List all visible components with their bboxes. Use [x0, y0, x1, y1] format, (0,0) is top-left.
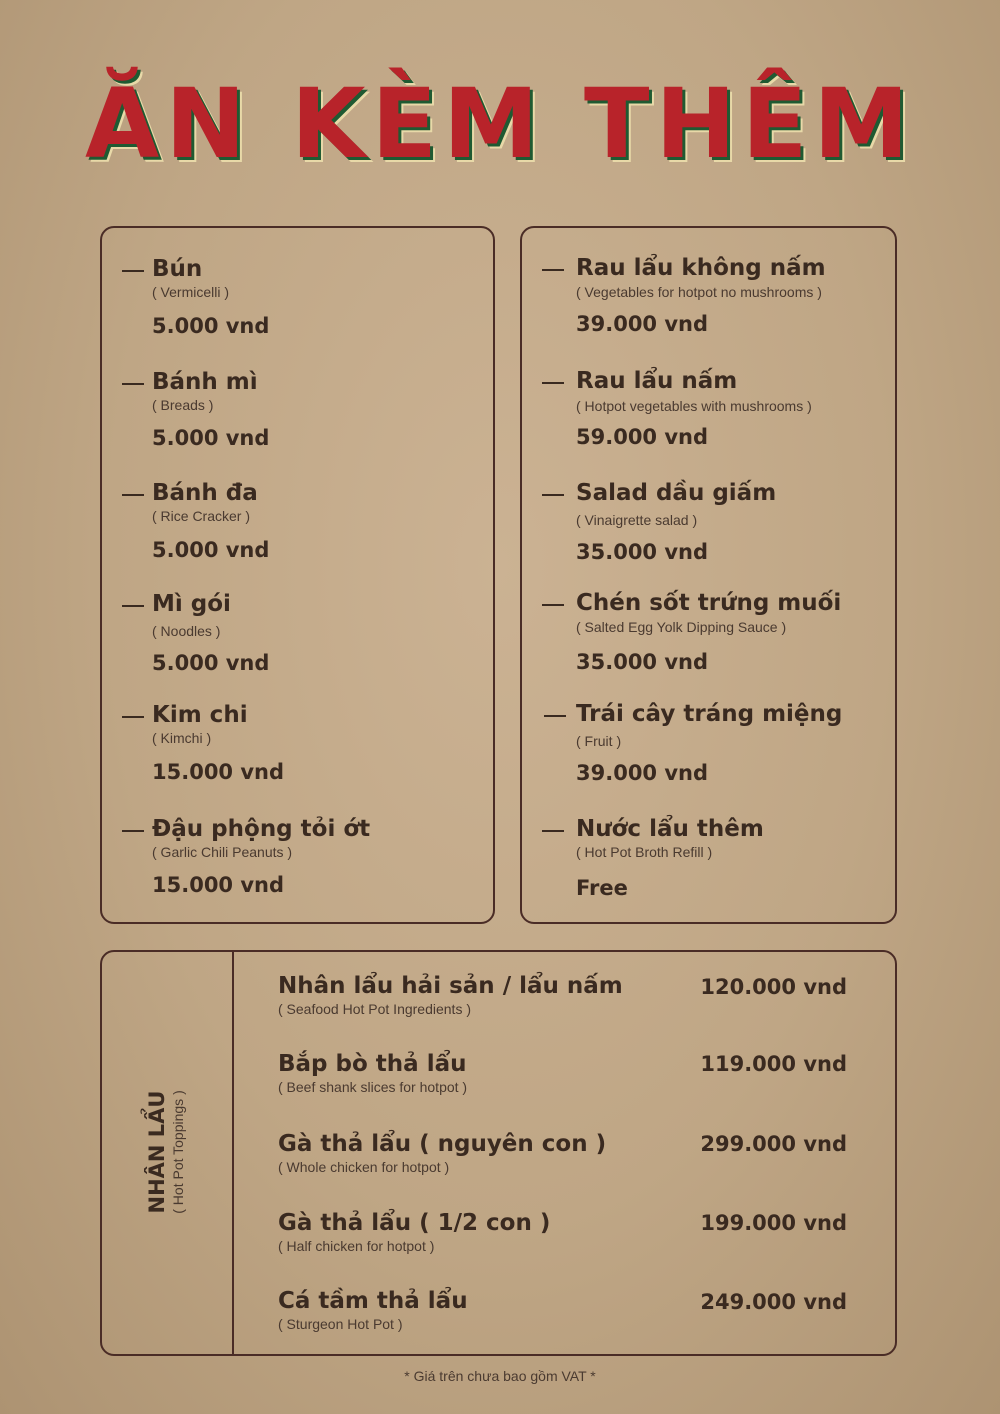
item-english: ( Noodles ) [152, 623, 221, 639]
topping-name: Bắp bò thả lẩu [278, 1051, 467, 1077]
table-row [278, 1210, 550, 1254]
item-english: ( Hot Pot Broth Refill ) [576, 844, 713, 860]
item-english: ( Vinaigrette salad ) [576, 512, 698, 528]
item-english: ( Kimchi ) [152, 730, 212, 746]
item-english: ( Breads ) [152, 397, 214, 413]
dash-icon [542, 382, 564, 384]
section-divider [232, 950, 234, 1354]
dash-icon [122, 383, 144, 385]
toppings-subtitle: ( Hot Pot Toppings ) [170, 1090, 186, 1214]
topping-english: ( Whole chicken for hotpot ) [278, 1159, 450, 1175]
table-row [278, 1288, 468, 1332]
topping-name: Gà thả lẩu ( nguyên con ) [278, 1131, 607, 1157]
item-name: Bánh đa [152, 480, 258, 506]
topping-english: ( Beef shank slices for hotpot ) [278, 1079, 468, 1095]
dash-icon [542, 269, 564, 271]
item-name: Bánh mì [152, 369, 258, 395]
table-row [278, 1051, 467, 1095]
topping-english: ( Seafood Hot Pot Ingredients ) [278, 1001, 471, 1017]
dash-icon [122, 716, 144, 718]
dash-icon [122, 270, 144, 272]
topping-english: ( Half chicken for hotpot ) [278, 1238, 435, 1254]
item-english: ( Garlic Chili Peanuts ) [152, 844, 293, 860]
dash-icon [122, 830, 144, 832]
topping-english: ( Sturgeon Hot Pot ) [278, 1316, 403, 1332]
topping-name: Nhân lẩu hải sản / lẩu nấm [278, 973, 623, 999]
item-price: 39.000 vnd [576, 761, 709, 785]
table-row [278, 1131, 606, 1175]
page-title: ĂN KÈM THÊM [85, 68, 915, 180]
item-price: 59.000 vnd [576, 425, 709, 449]
topping-name: Cá tầm thả lẩu [278, 1288, 468, 1314]
item-price: 35.000 vnd [576, 540, 709, 564]
topping-name: Gà thả lẩu ( 1/2 con ) [278, 1210, 551, 1236]
item-name: Chén sốt trứng muối [576, 590, 842, 616]
item-name: Bún [152, 256, 203, 282]
toppings-section-label [100, 950, 232, 1354]
item-english: ( Salted Egg Yolk Dipping Sauce ) [576, 619, 787, 635]
item-price: 39.000 vnd [576, 312, 709, 336]
item-price: 5.000 vnd [152, 538, 270, 562]
item-name: Rau lẩu không nấm [576, 255, 826, 281]
item-name: Trái cây tráng miệng [576, 701, 843, 727]
toppings-title: NHÂN LẨU [145, 1090, 169, 1214]
topping-price: 299.000 vnd [700, 1132, 847, 1156]
item-english: ( Rice Cracker ) [152, 508, 251, 524]
dash-icon [542, 830, 564, 832]
item-name: Mì gói [152, 591, 231, 617]
dash-icon [542, 604, 564, 606]
topping-price: 199.000 vnd [700, 1211, 847, 1235]
dash-icon [122, 605, 144, 607]
item-price: 5.000 vnd [152, 426, 270, 450]
item-price: 5.000 vnd [152, 651, 270, 675]
item-english: ( Fruit ) [576, 733, 622, 749]
vat-note: * Giá trên chưa bao gồm VAT * [404, 1368, 596, 1384]
dash-icon [122, 494, 144, 496]
topping-price: 120.000 vnd [700, 975, 847, 999]
item-name: Rau lẩu nấm [576, 368, 738, 394]
topping-price: 119.000 vnd [700, 1052, 847, 1076]
item-english: ( Vegetables for hotpot no mushrooms ) [576, 284, 822, 300]
item-price: 15.000 vnd [152, 760, 285, 784]
item-price: 35.000 vnd [576, 650, 709, 674]
item-price: Free [576, 876, 628, 900]
item-english: ( Vermicelli ) [152, 284, 230, 300]
item-name: Nước lẩu thêm [576, 816, 764, 842]
dash-icon [542, 494, 564, 496]
item-english: ( Hotpot vegetables with mushrooms ) [576, 398, 812, 414]
dash-icon [544, 715, 566, 717]
topping-price: 249.000 vnd [700, 1290, 847, 1314]
item-name: Đậu phộng tỏi ớt [152, 816, 371, 842]
item-name: Salad dầu giấm [576, 480, 777, 506]
item-name: Kim chi [152, 702, 248, 728]
table-row [278, 973, 623, 1017]
item-price: 15.000 vnd [152, 873, 285, 897]
item-price: 5.000 vnd [152, 314, 270, 338]
